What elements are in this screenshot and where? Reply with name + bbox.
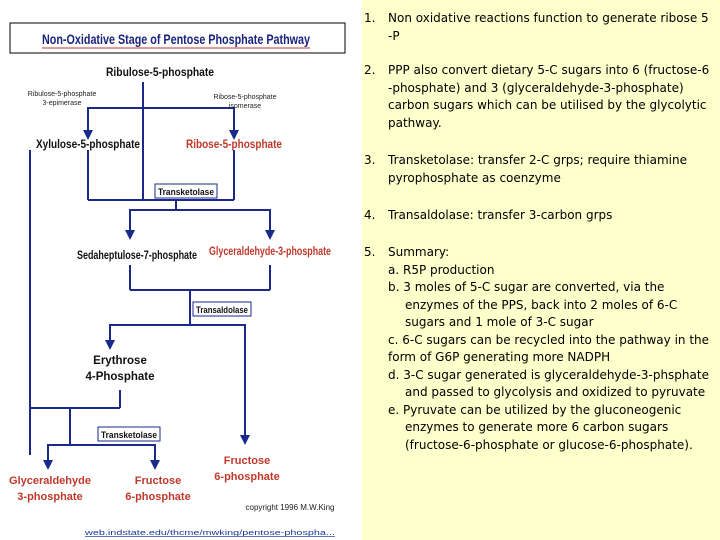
summary-point-d: d. 3-C sugar generated is glyceraldehyde-3-phsphate and passed to glycolysis and oxidized to pyruvate — [388, 367, 709, 399]
enzyme-isomerase-line2: isomerase — [228, 103, 262, 110]
compound-fructose-a-line2: 6-phosphate — [125, 491, 191, 503]
summary-point-a: a. R5P production — [388, 262, 495, 277]
note-number: 1. — [364, 11, 376, 25]
compound-erythrose-line2: 4-Phosphate — [85, 371, 155, 383]
compound-xylulose-5-phosphate: Xylulose-5-phosphate — [36, 139, 140, 151]
note-number: 4. — [364, 208, 376, 222]
summary-point-b: b. 3 moles of 5-C sugar are converted, via the enzymes of the PPS, back into 2 moles of 6-C sugars and 1 mole of 3-C sugar — [388, 280, 678, 329]
enzyme-epimerase-line2: 3-epimerase — [42, 100, 82, 107]
compound-glyceraldehyde-line1: Glyceraldehyde — [9, 475, 91, 487]
summary-block — [388, 244, 714, 454]
compound-ribulose-5-phosphate: Ribulose-5-phosphate — [106, 67, 214, 79]
note-text: Transketolase: transfer 2-C grps; require thiamine pyrophosphate as coenzyme — [388, 153, 687, 185]
note-text: PPP also convert dietary 5-C sugars into 6 (fructose-6 -phosphate) and 3 (glyceraldehyde-3-phosphate) carbon sugars which can be utilised by the glycolytic pathway. — [388, 63, 710, 130]
compound-fructose-a-line1: Fructose — [134, 475, 182, 487]
note-number: 2. — [364, 63, 376, 77]
compound-fructose-b-line1: Fructose — [223, 455, 271, 467]
compound-sedoheptulose-7-phosphate: Sedaheptulose-7-phosphate — [77, 250, 197, 262]
compound-ribose-5-phosphate: Ribose-5-phosphate — [186, 139, 282, 151]
note-text: Non oxidative reactions function to generate ribose 5 -P — [388, 11, 709, 43]
enzyme-isomerase-line1: Ribose-5-phosphate — [213, 94, 277, 101]
compound-glyceraldehyde-3-phosphate: Glyceraldehyde-3-phosphate — [209, 246, 331, 258]
summary-point-c: c. 6-C sugars can be recycled into the pathway in the form of G6P generating more NADPH — [388, 332, 710, 364]
source-link[interactable]: web.indstate.edu/thcme/mwking/pentose-phospha... — [83, 530, 336, 537]
enzyme-transketolase-1: Transketolase — [158, 187, 214, 197]
note-number: 3. — [364, 153, 376, 167]
compound-glyceraldehyde-line2: 3-phosphate — [17, 491, 83, 503]
compound-fructose-b-line2: 6-phosphate — [214, 471, 280, 483]
notes-panel — [362, 0, 720, 540]
enzyme-transketolase-2: Transketolase — [101, 430, 157, 440]
diagram-title: Non-Oxidative Stage of Pentose Phosphate Pathway — [42, 31, 311, 47]
copyright-text: copyright 1996 M.W.King — [245, 503, 335, 512]
note-text: Transaldolase: transfer 3-carbon grps — [388, 208, 613, 222]
note-number: 5. — [364, 245, 376, 259]
enzyme-transaldolase: Transaldolase — [196, 305, 248, 315]
summary-heading: Summary: — [388, 245, 450, 259]
enzyme-epimerase-line1: Ribulose-5-phosphate — [27, 91, 97, 98]
summary-point-e: e. Pyruvate can be utilized by the gluconeogenic enzymes to generate more 6 carbon sugars (fructose-6-phosphate or glucose-6-phosphate). — [388, 402, 693, 452]
compound-erythrose-line1: Erythrose — [93, 355, 147, 367]
